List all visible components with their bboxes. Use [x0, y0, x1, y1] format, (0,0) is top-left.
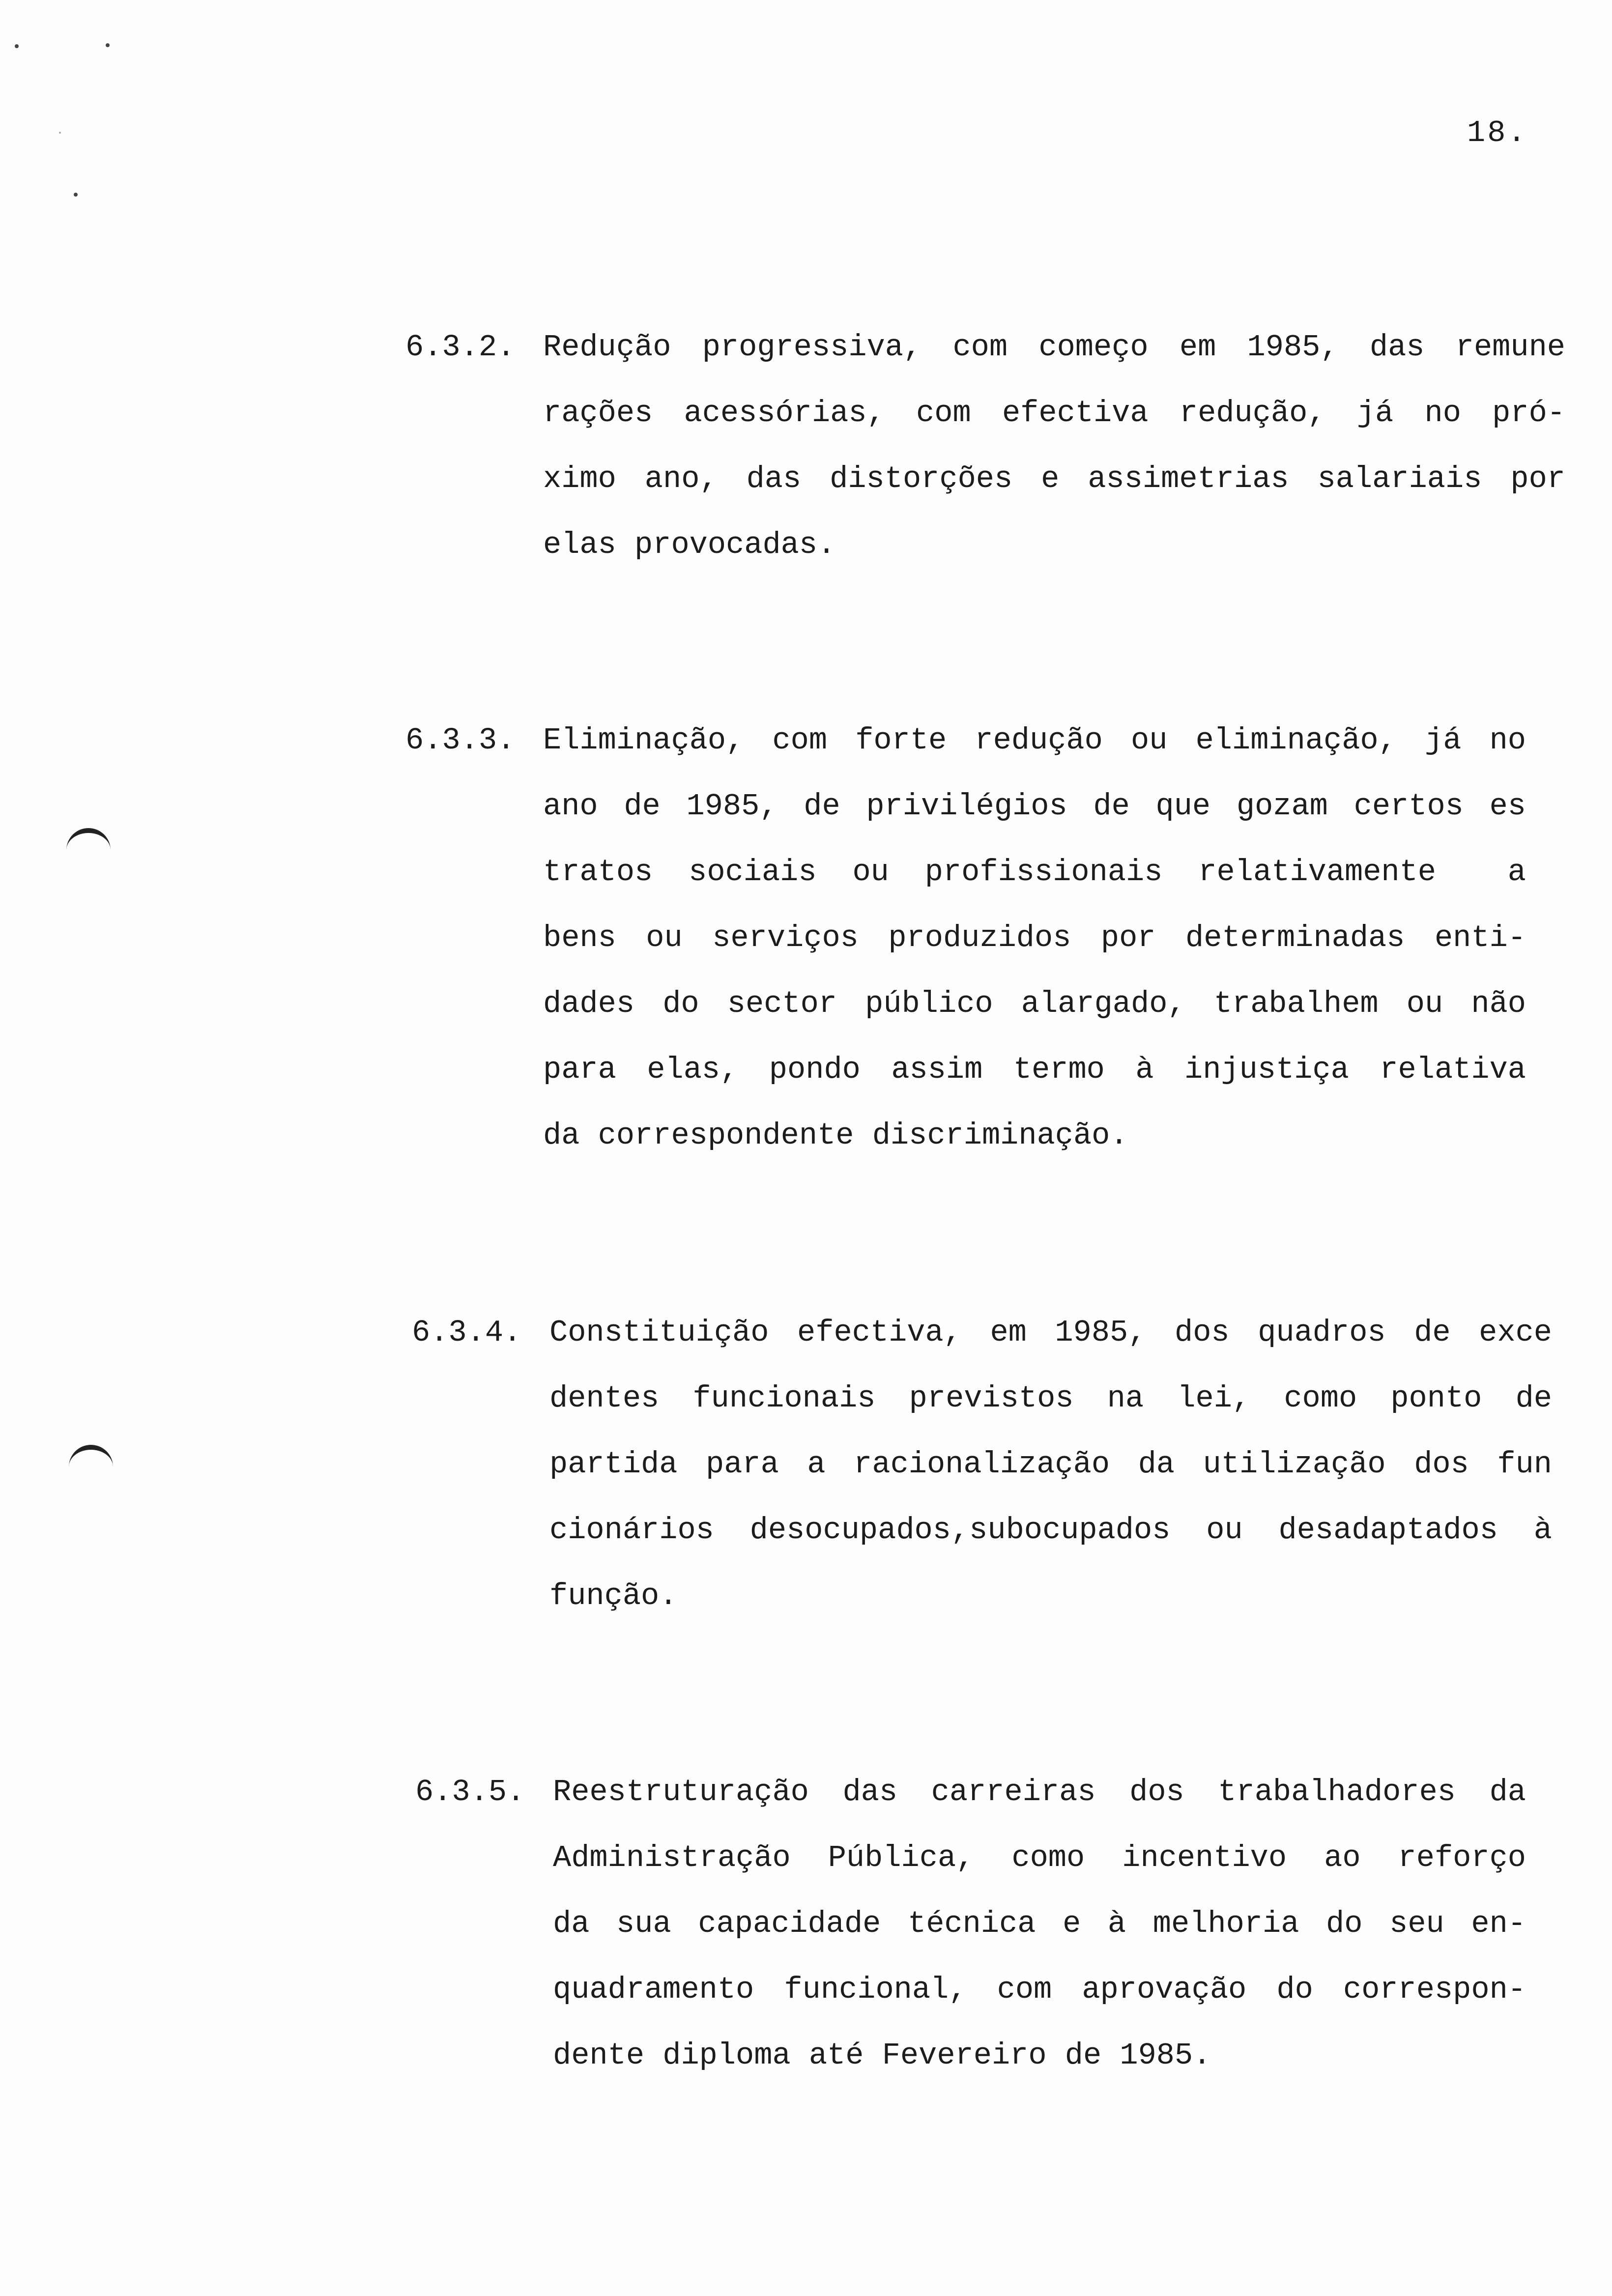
- item-line: Redução progressiva, com começo em 1985, das remune: [543, 330, 1565, 365]
- item-number: 6.3.5.: [415, 1775, 525, 1809]
- item-line: dades do sector público alargado, trabalhem ou não: [543, 986, 1526, 1021]
- item-line: Reestruturação das carreiras dos trabalhadores da: [553, 1775, 1526, 1809]
- item-line: rações acessórias, com efectiva redução, já no pró-: [543, 396, 1565, 430]
- punch-hole-mark: [69, 1445, 113, 1469]
- punch-hole-mark: [66, 828, 111, 853]
- page-number: 18.: [1467, 115, 1528, 150]
- item-line: bens ou serviços produzidos por determinadas enti-: [543, 920, 1526, 955]
- item-line: Constituição efectiva, em 1985, dos quadros de exce: [549, 1315, 1552, 1350]
- item-line: para elas, pondo assim termo à injustiça relativa: [543, 1052, 1526, 1087]
- item-line: função.: [549, 1578, 678, 1613]
- item-line: ano de 1985, de privilégios de que gozam certos es: [543, 789, 1526, 824]
- item-line: dentes funcionais previstos na lei, como ponto de: [549, 1381, 1552, 1416]
- scan-speck: [15, 44, 19, 48]
- item-line: elas provocadas.: [543, 527, 836, 562]
- item-number: 6.3.2.: [405, 330, 516, 365]
- item-line: dente diploma até Fevereiro de 1985.: [553, 2038, 1211, 2073]
- item-line: cionários desocupados,subocupados ou desadaptados à: [549, 1513, 1552, 1548]
- item-line: Eliminação, com forte redução ou eliminação, já no: [543, 723, 1526, 758]
- item-line: Administração Pública, como incentivo ao reforço: [553, 1840, 1526, 1875]
- item-line: quadramento funcional, com aprovação do correspon-: [553, 1972, 1526, 2007]
- item-line: da correspondente discriminação.: [543, 1118, 1128, 1153]
- scan-speck: [74, 193, 78, 197]
- item-number: 6.3.3.: [405, 723, 516, 758]
- scan-speck: [59, 132, 61, 134]
- scan-speck: [106, 43, 110, 47]
- item-line: da sua capacidade técnica e à melhoria do seu en-: [553, 1906, 1526, 1941]
- item-line: partida para a racionalização da utilização dos fun: [549, 1447, 1552, 1482]
- item-number: 6.3.4.: [412, 1315, 522, 1350]
- item-line: tratos sociais ou profissionais relativamente a: [543, 855, 1526, 890]
- item-line: ximo ano, das distorções e assimetrias salariais por: [543, 461, 1565, 496]
